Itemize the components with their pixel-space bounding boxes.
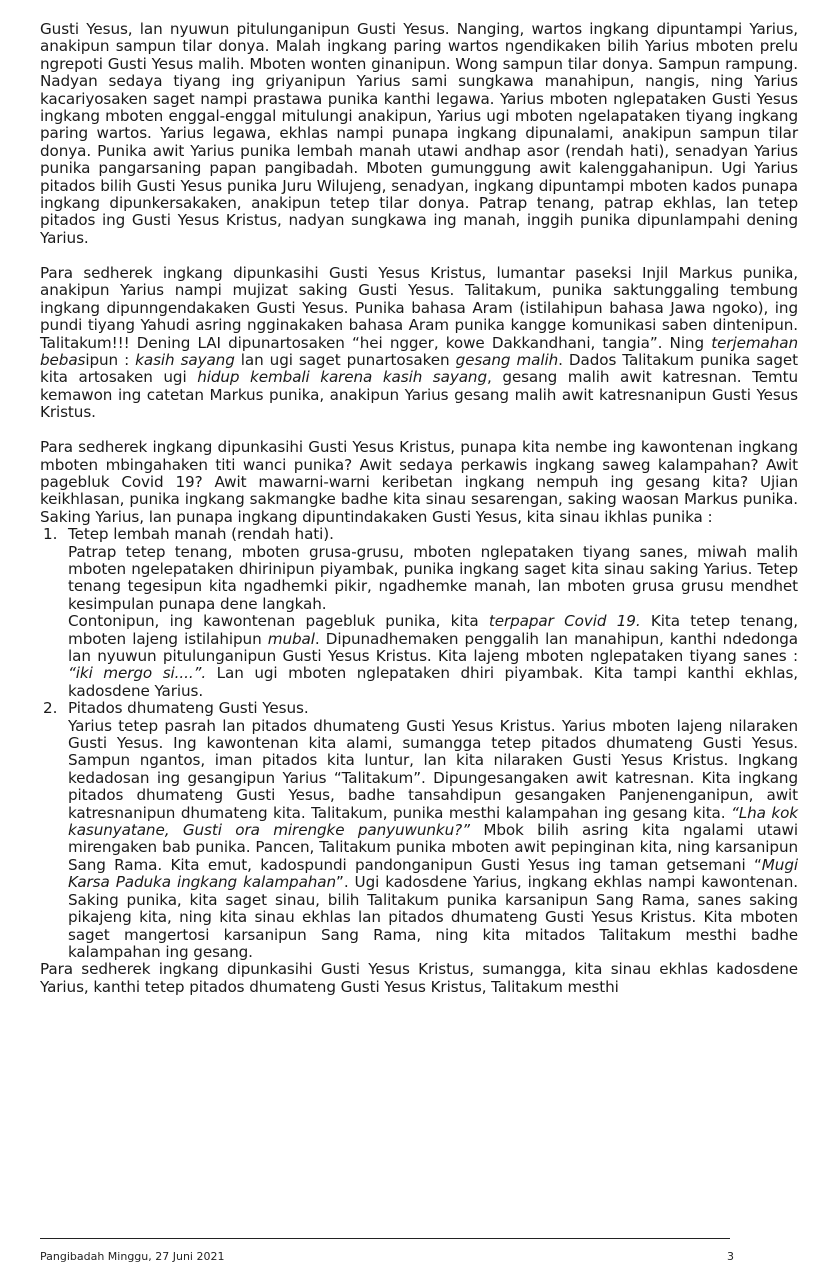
italic-text: Mugi Karsa Paduka ingkang kalampahan <box>68 855 798 892</box>
page-number: 3 <box>727 1250 734 1263</box>
list-item-title: Tetep lembah manah (rendah hati). <box>68 525 334 544</box>
document-body <box>40 21 798 996</box>
italic-text: terjemahan bebas <box>40 333 798 369</box>
list-number: 1. <box>43 525 58 544</box>
italic-text: mubal <box>267 629 315 648</box>
list-item-title: Pitados dhumateng Gusti Yesus. <box>68 699 309 718</box>
text-run: lan ugi saget punartosaken <box>234 350 456 369</box>
paragraph-4: Para sedherek ingkang dipunkasihi Gusti Yesus Kristus, sumangga, kita sinau ekhlas kadosdene Yarius, kanthi tetep pitados dhumateng Gusti Yesus Kristus, Talitakum mesthi <box>40 960 798 996</box>
text-run: Lan ugi mboten nglepataken dhiri piyambak. Kita tampi kanthi ekhlas, kadosdene Yarius. <box>68 664 798 700</box>
footer-divider <box>40 1238 730 1239</box>
footer-text: Pangibadah Minggu, 27 Juni 2021 <box>40 1250 225 1263</box>
list-item-body <box>68 718 798 962</box>
text-run: ipun : <box>85 350 136 369</box>
text-run: Yarius tetep pasrah lan pitados dhumateng Gusti Yesus Kristus. Yarius mboten lajeng nilaraken Gusti Yesus. Ing kawontenan kita alami, sumangga tetep pitados dhumateng Gusti Yesus. Sampun ngantos, iman pitados kita luntur, lan kita nilaraken Gusti Yesus Kristus. Ingkang kedadosan ing gesangipun Yarius “Talitakum”. Dipungesangaken awit katresnan. Kita ingkang pitados dhumateng Gusti Yesus, badhe tansahdipun gesangaken Panjenenganipun, awit katresnanipun dhumateng kita. Talitakum, punika mesthi kalampahan ing gesang kita. <box>68 716 798 822</box>
numbered-list <box>40 526 798 961</box>
list-item-body <box>68 613 798 700</box>
italic-text: “iki mergo si....”. <box>68 664 207 683</box>
list-item <box>40 526 798 700</box>
text-run: Mbok bilih asring kita ngalami utawi mirengaken bab punika. Pancen, Talitakum punika mboten awit pepinginan kita, ning karsanipun Sang Rama. Kita emut, kadospundi pandonganipun Gusti Yesus ing taman getsemani “ <box>68 821 798 874</box>
text-run: Kita tetep tenang, mboten lajeng istilahipun <box>68 612 798 648</box>
list-item <box>40 700 798 961</box>
paragraph-3: Para sedherek ingkang dipunkasihi Gusti Yesus Kristus, punapa kita nembe ing kawontenan ingkang mboten mbingahaken titi wanci punika? Awit sedaya perkawis ingkang saweg kalampahan? Awit pagebluk Covid 19? Awit mawarni-warni keribetan ingkang nempuh ing gesang kita? Ujian keikhlasan, punika ingkang sakmangke badhe kita sinau sesarengan, saking waosan Markus punika. Saking Yarius, lan punapa ingkang dipuntindakaken Gusti Yesus, kita sinau ikhlas punika : <box>40 438 798 526</box>
text-run: . Dipunadhemaken penggalih lan manahipun, kanthi ndedonga lan nyuwun pitulunganipun Gusti Yesus Kristus. Kita lajeng mboten nglepataken tiyang sanes : <box>68 629 798 665</box>
text-run: . Dados Talitakum punika saget kita artosaken ugi <box>40 350 798 387</box>
text-run: ”. Ugi kadosdene Yarius, ingkang ekhlas nampi kawontenan. Saking punika, kita saget sinau, bilih Talitakum punika karsanipun Sang Rama, sanes saking pikajeng kita, ning kita sinau ekhlas lan pitados dhumateng Gusti Yesus Kristus. Kita mboten saget mangertosi karsanipun Sang Rama, ning kita mitados Talitakum mesthi badhe kalampahan ing gesang. <box>68 873 798 961</box>
text-run: Para sedherek ingkang dipunkasihi Gusti Yesus Kristus, lumantar paseksi Injil Markus punika, anakipun Yarius nampi mujizat saking Gusti Yesus. Talitakum, punika saktunggaling tembung ingkang dipunngendakaken Gusti Yesus. Punika bahasa Aram (istilahipun bahasa Jawa ngoko), ing pundi tiyang Yahudi asring ngginakaken bahasa Aram punika kangge komunikasi saben dintenipun. Talitakum!!! Dening LAI dipunartosaken “hei ngger, kowe Dakkandhani, tangia”. Ning <box>40 263 798 352</box>
paragraph-1: Gusti Yesus, lan nyuwun pitulunganipun Gusti Yesus. Nanging, wartos ingkang dipuntampi Yarius, anakipun sampun tilar donya. Malah ingkang paring wartos ngendikaken bilih Yarius mboten prelu ngrepoti Gusti Yesus malih. Mboten wonten ginanipun. Wong sampun tilar donya. Sampun rampung. Nadyan sedaya tiyang ing griyanipun Yarius sami sungkawa manahipun, nangis, ning Yarius kacariyosaken saget nampi prastawa punika kanthi legawa. Yarius mboten nglepataken Gusti Yesus ingkang mboten enggal-enggal mitulungi anakipun, Yarius ugi mboten ngelapataken tiyang ingkang paring wartos. Yarius legawa, ekhlas nampi punapa ingkang dipunalami, anakipun sampun tilar donya. Punika awit Yarius punika lembah manah utawi andhap asor (rendah hati), senadyan Yarius punika pangarsaning papan pangibadah. Mboten gumunggung awit kalenggahanipun. Ugi Yarius pitados bilih Gusti Yesus punika Juru Wilujeng, senadyan, ingkang dipuntampi mboten kados punapa ingkang dipunkersakaken, anakipun tetep tilar donya. Patrap tenang, patrap ekhlas, lan tetep pitados ing Gusti Yesus Kristus, nadyan sungkawa ing manah, inggih punika dipunlampahi dening Yarius. <box>40 20 798 247</box>
text-run: Contonipun, ing kawontenan pagebluk punika, kita <box>68 612 489 631</box>
list-number: 2. <box>43 699 58 718</box>
italic-text: kasih sayang <box>135 350 235 369</box>
italic-text: hidup kembali karena kasih sayang <box>197 368 487 387</box>
italic-text: “Lha kok kasunyatane, Gusti ora mirengke panyuwunku?” <box>68 803 798 840</box>
italic-text: terpapar Covid 19. <box>488 612 641 631</box>
list-item-body: Patrap tetep tenang, mboten grusa-grusu, mboten nglepataken tiyang sanes, miwah malih mboten ngelepataken dhirinipun piyambak, punika ingkang saget kita sinau saking Yarius. Tetep tenang tegesipun kita ngadhemki pikir, ngadhemke manah, lan mboten grusa grusu mendhet kesimpulan punapa dene langkah. <box>68 542 798 613</box>
text-run: , gesang malih awit katresnan. Temtu kemawon ing catetan Markus punika, anakipun Yarius gesang malih awit katresnanipun Gusti Yesus Kristus. <box>40 368 798 422</box>
italic-text: gesang malih <box>455 350 559 369</box>
paragraph-2 <box>40 265 798 422</box>
